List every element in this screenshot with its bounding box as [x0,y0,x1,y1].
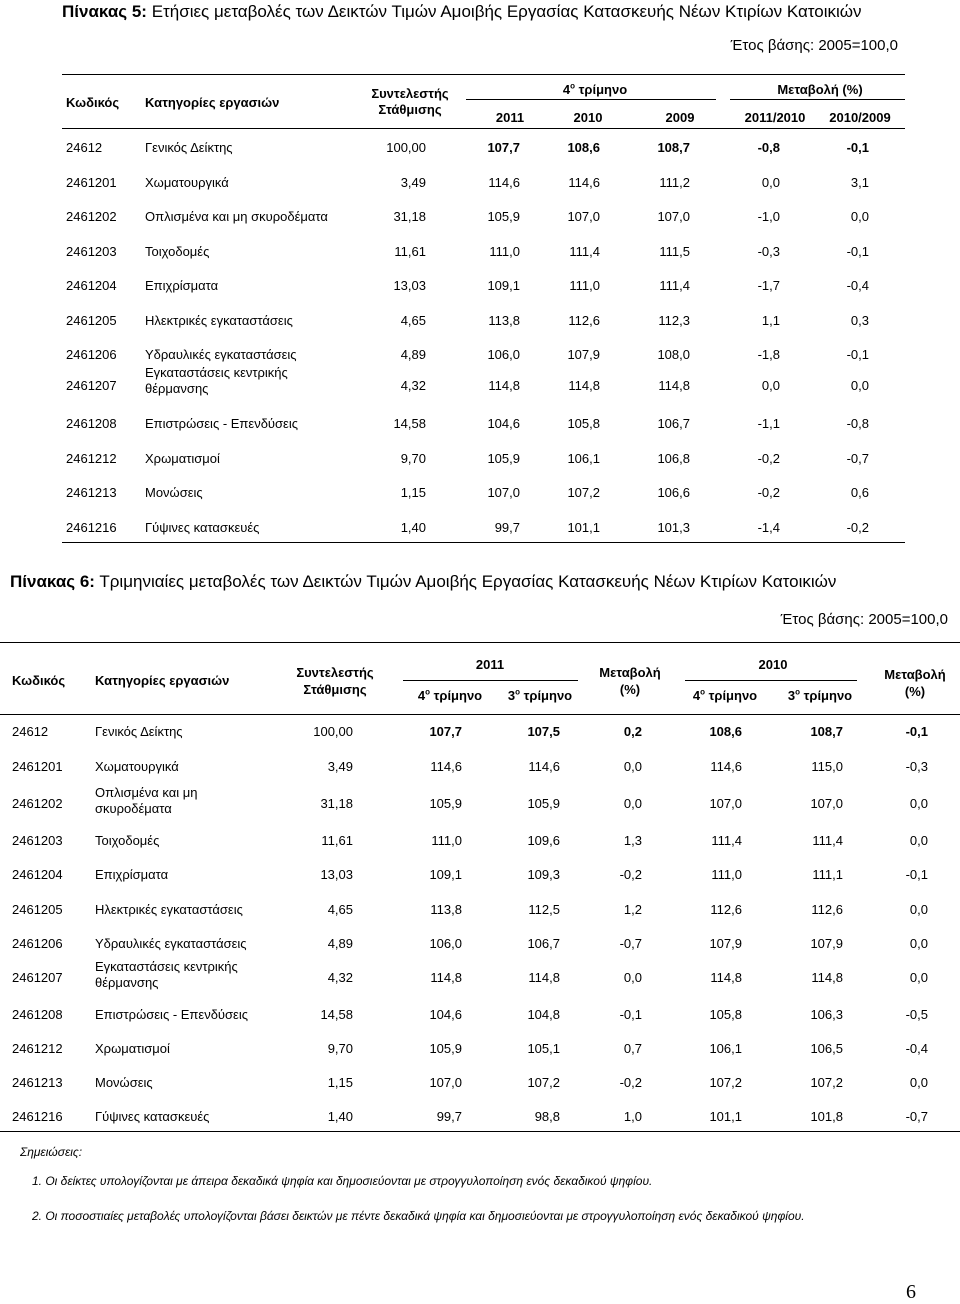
table5-header-quarter [540,82,650,97]
row-category: Επιστρώσεις - Επενδύσεις [95,1007,249,1022]
row-2010-q3: 106,3 [810,1007,843,1022]
row-category: Τοιχοδομές [145,244,210,259]
row-code: 2461202 [66,209,117,224]
row-change-2011-2010: -1,4 [757,520,780,535]
row-2011-change: 1,2 [623,902,642,917]
row-2011-change: -0,2 [619,1075,642,1090]
row-2010-q3: 107,9 [810,936,843,951]
row-2010-q4: 107,2 [709,1075,742,1090]
row-code: 2461201 [66,175,117,190]
row-2011-change: 0,0 [623,796,642,811]
row-2011-q4: 114,6 [430,759,462,774]
table6-header-2011-q3-sup: ο [515,687,520,697]
table6-header-2011-change-2: (%) [619,682,641,697]
row-2011-q4: 99,7 [436,1109,462,1124]
row-2010: 114,8 [568,378,600,393]
row-weight: 4,32 [400,378,426,393]
row-category: Οπλισμένα και μη σκυροδέματα [145,209,328,224]
row-2011-q4: 114,8 [430,970,462,985]
row-2011-q3: 114,8 [528,970,560,985]
row-2011-q4: 106,0 [429,936,462,951]
table5-header-category: Κατηγορίες εργασιών [145,95,280,110]
row-category: Εγκαταστάσεις κεντρικής [145,365,288,380]
note-1: 1. Οι δείκτες υπολογίζονται με άπειρα δεκαδικά ψηφία και δημοσιεύονται με στρογγυλοποίηση ενός δεκαδικού ψηφίου. [32,1174,653,1188]
table6-header-weight-2: Στάθμισης [303,682,367,697]
row-change-2010-2009: 0,3 [850,313,869,328]
row-2011: 104,6 [487,416,520,431]
row-weight: 4,65 [327,902,353,917]
table6-header-2011-q3: $3^o$ τρίμηνο [507,687,573,703]
table6-base-year: Έτος βάσης: 2005=100,0 [780,611,948,628]
row-2010-q4: 114,8 [710,970,742,985]
table5-header-2011: 2011 [495,110,525,125]
row-2010: 106,1 [567,451,600,466]
row-2011-q4: 107,0 [429,1075,462,1090]
row-2010-change: -0,1 [905,724,928,739]
row-2010-change: -0,1 [905,867,928,882]
row-2011-q3: 112,5 [528,902,560,917]
row-2009: 108,7 [657,140,690,155]
row-code: 2461206 [66,347,117,362]
row-2009: 106,7 [657,416,690,431]
row-2009: 106,8 [657,451,690,466]
row-weight: 1,40 [327,1109,353,1124]
row-2010: 111,4 [569,244,600,259]
row-change-2010-2009: -0,7 [846,451,869,466]
row-change-2011-2010: -1,7 [757,278,780,293]
row-category: Ηλεκτρικές εγκαταστάσεις [145,313,293,328]
row-2011-change: 0,7 [623,1041,642,1056]
row-category: Ηλεκτρικές εγκαταστάσεις [95,902,243,917]
row-2010-q3: 107,2 [810,1075,843,1090]
table5-bottom-rule [62,542,905,543]
row-2010-change: -0,4 [905,1041,928,1056]
row-2010-q3: 107,0 [810,796,843,811]
row-2011-q3: 106,7 [527,936,560,951]
row-2010-change: -0,7 [905,1109,928,1124]
row-category-line2: θέρμανσης [95,975,159,990]
row-weight: 31,18 [393,209,426,224]
table5-base-year: Έτος βάσης: 2005=100,0 [730,37,898,54]
row-2010: 105,8 [567,416,600,431]
row-weight: 11,61 [321,833,353,848]
table5-quarter-rule [466,99,716,100]
row-category: Επιχρίσματα [95,867,169,882]
row-code: 2461206 [12,936,63,951]
row-category: Γενικός Δείκτης [145,140,233,155]
row-code: 2461203 [66,244,117,259]
row-2011: 111,0 [489,244,520,259]
row-2010: 107,9 [567,347,600,362]
table6-header-weight-1: Συντελεστής [296,665,374,680]
row-category: Τοιχοδομές [95,833,160,848]
table5-header-bottom-rule [62,128,905,129]
row-change-2011-2010: -0,8 [757,140,780,155]
row-2011-change: 0,2 [623,724,642,739]
row-2011-change: 0,0 [623,759,642,774]
row-2009: 114,8 [658,378,690,393]
row-change-2010-2009: -0,2 [846,520,869,535]
row-2010-change: -0,5 [905,1007,928,1022]
row-weight: 1,15 [400,485,426,500]
row-2011: 105,9 [487,209,520,224]
row-weight: 13,03 [320,867,353,882]
row-2010: 107,0 [567,209,600,224]
table5-header-2009: 2009 [665,110,695,125]
table6-header-2010-q4: $4^o$ τρίμηνο [692,687,758,703]
row-2011: 106,0 [487,347,520,362]
row-code: 24612 [66,140,103,155]
row-code: 2461208 [66,416,117,431]
row-2010-q4: 111,0 [711,867,742,882]
row-category: Επιστρώσεις - Επενδύσεις [145,416,299,431]
row-2010-q4: 107,0 [709,796,742,811]
row-2010-q4: 101,1 [709,1109,742,1124]
table5-header-change-2010-2009: 2010/2009 [829,110,891,125]
row-2011-q3: 107,2 [527,1075,560,1090]
note-2: 2. Οι ποσοστιαίες μεταβολές υπολογίζονται βάσει δεικτών με πέντε δεκαδικά ψηφία και δημοσιεύονται με στρογγυλοποίηση ενός δεκαδικού ψηφίου. [32,1209,805,1223]
page-number: 6 [906,1281,916,1303]
row-2011-q3: 109,6 [527,833,560,848]
row-code: 2461205 [12,902,63,917]
row-code: 2461201 [12,759,63,774]
row-category: Χωματουργικά [95,759,179,774]
row-category: Επιχρίσματα [145,278,219,293]
table5-header-code: Κωδικός [66,95,120,110]
row-weight: 4,32 [327,970,353,985]
row-2011-q4: 107,7 [429,724,462,739]
row-2009: 107,0 [657,209,690,224]
row-2010-q4: 112,6 [710,902,742,917]
row-weight: 4,89 [327,936,353,951]
row-2010: 112,6 [568,313,600,328]
row-2010-q4: 106,1 [709,1041,742,1056]
row-category-line2: σκυροδέματα [95,801,172,816]
row-category: Υδραυλικές εγκαταστάσεις [95,936,247,951]
table5-header-2010: 2010 [573,110,603,125]
row-2011-change: -0,2 [619,867,642,882]
row-2009: 111,5 [659,244,690,259]
row-change-2011-2010: -0,2 [757,451,780,466]
table6-header-2010-change-2: (%) [904,684,926,699]
table5-header-change: Μεταβολή (%) [777,82,863,97]
row-2010-q3: 108,7 [810,724,843,739]
row-2009: 111,2 [659,175,690,190]
row-category: Γενικός Δείκτης [95,724,183,739]
row-2011-q3: 107,5 [527,724,560,739]
row-2011: 109,1 [487,278,520,293]
row-2009: 106,6 [657,485,690,500]
row-2010-change: 0,0 [909,796,928,811]
row-2011-q3: 109,3 [527,867,560,882]
row-code: 2461213 [12,1075,63,1090]
row-2011-q4: 104,6 [429,1007,462,1022]
table6-header-2011-q4-sup: ο [425,687,430,697]
row-2010-q4: 107,9 [709,936,742,951]
table5-header-quarter-label: τρίμηνο [578,82,628,97]
row-2010: 101,1 [567,520,600,535]
row-category: Χρωματισμοί [95,1041,170,1056]
row-code: 2461207 [12,970,63,985]
row-weight: 100,00 [313,724,353,739]
row-code: 2461212 [12,1041,63,1056]
notes-heading: Σημειώσεις: [20,1145,83,1159]
table5-change-rule [730,99,905,100]
table6-header-bottom-rule [0,714,960,715]
row-2010-q3: 114,8 [811,970,843,985]
row-2009: 101,3 [657,520,690,535]
row-2010: 108,6 [567,140,600,155]
row-2010-q3: 111,4 [812,833,843,848]
table6-title-label: Πίνακας 6: [10,572,95,591]
row-code: 24612 [12,724,49,739]
table5-title [62,2,862,22]
table5-header-quarter-sup: ο [570,81,575,91]
row-2011-change: 0,0 [623,970,642,985]
row-change-2011-2010: 1,1 [761,313,780,328]
row-change-2011-2010: 0,0 [761,175,780,190]
row-change-2010-2009: 0,6 [850,485,869,500]
row-2011-change: 1,0 [623,1109,642,1124]
table6-header-2010: 2010 [758,657,788,672]
row-change-2011-2010: -1,1 [757,416,780,431]
row-2011-q4: 113,8 [430,902,462,917]
row-2009: 111,4 [659,278,690,293]
row-weight: 11,61 [394,244,426,259]
row-2009: 108,0 [657,347,690,362]
table6-header-2010-q3-sup: ο [795,687,800,697]
row-2011-change: 1,3 [623,833,642,848]
row-2010-q3: 101,8 [810,1109,843,1124]
table5-header-change-2011-2010: 2011/2010 [744,110,806,125]
row-weight: 100,00 [386,140,426,155]
row-change-2010-2009: 0,0 [850,209,869,224]
row-code: 2461212 [66,451,117,466]
row-change-2011-2010: 0,0 [761,378,780,393]
row-2011: 105,9 [487,451,520,466]
row-code: 2461202 [12,796,63,811]
row-2011-q3: 104,8 [527,1007,560,1022]
row-2011: 107,7 [487,140,520,155]
row-2011-q4: 109,1 [429,867,462,882]
row-code: 2461208 [12,1007,63,1022]
row-weight: 31,18 [320,796,353,811]
row-2010: 107,2 [567,485,600,500]
table6-header-2010-q3: $3^o$ τρίμηνο [787,687,853,703]
row-2010-change: 0,0 [909,833,928,848]
row-category: Υδραυλικές εγκαταστάσεις [145,347,297,362]
row-2010-q3: 111,1 [812,867,843,882]
row-weight: 9,70 [400,451,426,466]
table6-header-2011-change-1: Μεταβολή [599,665,661,680]
table6-2010-rule [685,680,857,681]
row-category: Γύψινες κατασκευές [145,520,260,535]
row-2010: 114,6 [568,175,600,190]
row-2010-q4: 105,8 [709,1007,742,1022]
table6-title-text: Τριμηνιαίες μεταβολές των Δεικτών Τιμών Αμοιβής Εργασίας Κατασκευής Νέων Κτιρίων Κατοικιών [99,572,837,591]
row-2011-change: -0,1 [619,1007,642,1022]
row-2011-q3: 105,1 [527,1041,560,1056]
row-code: 2461205 [66,313,117,328]
row-2010-change: 0,0 [909,902,928,917]
row-2011-q4: 105,9 [429,796,462,811]
table5-title-label: Πίνακας 5: [62,2,147,21]
row-code: 2461216 [66,520,117,535]
row-2011-q3: 98,8 [534,1109,560,1124]
row-2011-q3: 114,6 [528,759,560,774]
row-category: Χρωματισμοί [145,451,220,466]
row-change-2011-2010: -1,0 [757,209,780,224]
row-category-line2: θέρμανσης [145,381,209,396]
row-code: 2461203 [12,833,63,848]
row-change-2010-2009: -0,1 [846,244,869,259]
table6-top-rule [0,642,960,643]
row-2010-change: 0,0 [909,936,928,951]
row-weight: 4,65 [400,313,426,328]
table5-title-text: Ετήσιες μεταβολές των Δεικτών Τιμών Αμοιβής Εργασίας Κατασκευής Νέων Κτιρίων Κατοικιών [151,2,862,21]
row-category: Εγκαταστάσεις κεντρικής [95,959,238,974]
table5-top-rule [62,74,905,75]
row-change-2010-2009: 3,1 [850,175,869,190]
row-change-2010-2009: 0,0 [850,378,869,393]
row-2011-q4: 105,9 [429,1041,462,1056]
row-2010-q4: 108,6 [709,724,742,739]
row-weight: 1,40 [400,520,426,535]
row-change-2010-2009: -0,1 [846,347,869,362]
row-2010-q3: 112,6 [811,902,843,917]
row-change-2011-2010: -0,2 [757,485,780,500]
row-change-2010-2009: -0,1 [846,140,869,155]
row-weight: 1,15 [327,1075,353,1090]
table6-header-category: Κατηγορίες εργασιών [95,673,230,688]
row-weight: 3,49 [400,175,426,190]
table6-header-2011-q4: $4^o$ τρίμηνο [417,687,483,703]
row-2010-q4: 114,6 [710,759,742,774]
row-change-2011-2010: -1,8 [757,347,780,362]
table6-bottom-rule [0,1131,960,1132]
table6-header-2010-change-1: Μεταβολή [884,667,946,682]
row-change-2011-2010: -0,3 [757,244,780,259]
table5-header-quarter-num: 4 [562,82,571,97]
row-weight: 14,58 [393,416,426,431]
row-change-2010-2009: -0,8 [846,416,869,431]
row-2010-change: 0,0 [909,970,928,985]
table6-header-code: Κωδικός [12,673,66,688]
table5-header-weight-2: Στάθμισης [378,102,442,117]
row-weight: 9,70 [327,1041,353,1056]
row-category: Μονώσεις [145,485,203,500]
table6-header-2011: 2011 [475,657,505,672]
row-category: Μονώσεις [95,1075,153,1090]
row-2010-change: -0,3 [905,759,928,774]
row-change-2010-2009: -0,4 [846,278,869,293]
row-2010-change: 0,0 [909,1075,928,1090]
row-category: Οπλισμένα και μη [95,785,198,800]
row-weight: 4,89 [400,347,426,362]
table6-2011-rule [403,680,578,681]
row-code: 2461213 [66,485,117,500]
row-weight: 3,49 [327,759,353,774]
table5-header-weight-1: Συντελεστής [371,86,449,101]
row-2009: 112,3 [658,313,690,328]
table6-header-2010-q4-sup: ο [700,687,705,697]
row-category: Χωματουργικά [145,175,229,190]
row-code: 2461216 [12,1109,63,1124]
row-2010-q3: 106,5 [810,1041,843,1056]
row-2010-q4: 111,4 [711,833,742,848]
row-2011: 114,8 [488,378,520,393]
row-weight: 14,58 [320,1007,353,1022]
row-2011: 99,7 [494,520,520,535]
row-2010-q3: 115,0 [811,759,843,774]
row-2011: 114,6 [488,175,520,190]
row-code: 2461204 [66,278,117,293]
row-category: Γύψινες κατασκευές [95,1109,210,1124]
row-2010: 111,0 [569,278,600,293]
row-2011: 107,0 [487,485,520,500]
row-weight: 13,03 [393,278,426,293]
row-2011-q4: 111,0 [431,833,462,848]
row-2011-change: -0,7 [619,936,642,951]
table6-title [10,572,836,592]
row-2011-q3: 105,9 [527,796,560,811]
row-code: 2461207 [66,378,117,393]
row-2011: 113,8 [488,313,520,328]
row-code: 2461204 [12,867,63,882]
